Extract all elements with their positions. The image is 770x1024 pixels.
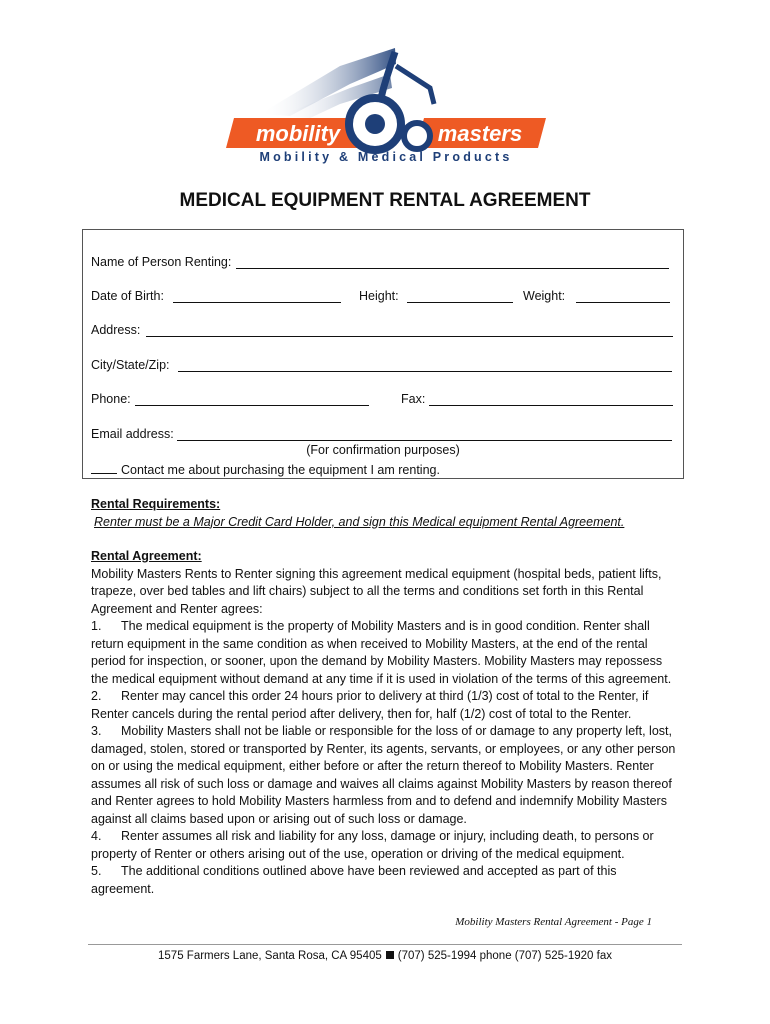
document-title: MEDICAL EQUIPMENT RENTAL AGREEMENT bbox=[179, 190, 591, 211]
requirements-heading: Rental Requirements: bbox=[91, 497, 221, 511]
phone-row bbox=[91, 390, 677, 408]
contact-checkbox-blank[interactable] bbox=[91, 461, 117, 474]
rental-agreement-section bbox=[91, 548, 681, 898]
city-field[interactable] bbox=[178, 371, 672, 372]
email-label: Email address: bbox=[91, 427, 174, 441]
agreement-clause bbox=[91, 723, 681, 828]
logo-word-mobility: mobility bbox=[255, 121, 341, 146]
square-bullet-icon bbox=[386, 951, 394, 959]
fax-label: Fax: bbox=[401, 392, 426, 406]
weight-field[interactable] bbox=[576, 302, 670, 303]
name-label: Name of Person Renting: bbox=[91, 255, 232, 269]
clause-number: 4. bbox=[91, 829, 102, 843]
phone-field[interactable] bbox=[135, 405, 369, 406]
city-row bbox=[91, 356, 677, 374]
agreement-clause bbox=[91, 618, 681, 688]
page-label: Mobility Masters Rental Agreement - Page 1 bbox=[455, 916, 652, 928]
agreement-intro: Mobility Masters Rents to Renter signing this agreement medical equipment (hospital beds, patient lifts, trapeze, over bed tables and lift chairs) subject to all the terms and conditions set forth in this Rental Agreement and Renter agrees: bbox=[91, 566, 662, 616]
clause-number: 5. bbox=[91, 864, 102, 878]
fax-field[interactable] bbox=[429, 405, 673, 406]
agreement-clause bbox=[91, 688, 681, 723]
address-label: Address: bbox=[91, 323, 141, 337]
email-row bbox=[91, 425, 677, 443]
city-label: City/State/Zip: bbox=[91, 358, 170, 372]
footer-address: 1575 Farmers Lane, Santa Rosa, CA 95405 bbox=[158, 950, 382, 962]
phone-label: Phone: bbox=[91, 392, 131, 406]
weight-label: Weight: bbox=[523, 289, 566, 303]
clause-number: 2. bbox=[91, 689, 102, 703]
footer bbox=[0, 950, 770, 962]
height-field[interactable] bbox=[407, 302, 513, 303]
email-note: (For confirmation purposes) bbox=[306, 443, 460, 457]
name-row bbox=[91, 253, 677, 271]
address-row bbox=[91, 321, 677, 339]
logo-tagline: Mobility & Medical Products bbox=[259, 150, 513, 164]
agreement-clause bbox=[91, 828, 681, 863]
footer-contact: (707) 525-1994 phone (707) 525-1920 fax bbox=[397, 950, 612, 962]
agreement-heading: Rental Agreement: bbox=[91, 549, 202, 563]
clause-number: 3. bbox=[91, 724, 102, 738]
contact-label: Contact me about purchasing the equipment I am renting. bbox=[121, 463, 440, 477]
dob-field[interactable] bbox=[173, 302, 341, 303]
clause-text: The additional conditions outlined above have been reviewed and accepted as part of this agreement. bbox=[91, 864, 617, 896]
height-label: Height: bbox=[359, 289, 399, 303]
address-field[interactable] bbox=[146, 336, 673, 337]
email-field[interactable] bbox=[177, 440, 672, 441]
renter-info-form bbox=[82, 229, 684, 479]
dob-label: Date of Birth: bbox=[91, 289, 164, 303]
contact-checkbox-row bbox=[91, 461, 440, 477]
clause-number: 1. bbox=[91, 619, 102, 633]
clause-text: The medical equipment is the property of Mobility Masters and is in good condition. Renter shall return equipment in the same condition as when received to Mobility Masters, at the end of the rental period for inspection, or sooner, upon the demand by Mobility Masters. Mobility Masters may repossess the medical equipment without demand at any time if it is used in violation of the terms of this agreement. bbox=[91, 619, 672, 686]
agreement-clause bbox=[91, 863, 681, 898]
dob-row bbox=[91, 287, 677, 305]
clause-text: Renter assumes all risk and liability for any loss, damage or injury, including death, to persons or property of Renter or others arising out of the use, operation or driving of the medical equipment. bbox=[91, 829, 654, 861]
clause-text: Mobility Masters shall not be liable or responsible for the loss of or damage to any property left, lost, damaged, stolen, stored or transported by Renter, its agents, servants, or employees, or any other person on or using the medical equipment, either before or after the return thereof to Mobility Masters. Renter assumes all risk of such loss or damage and waives all claims against Mobility Masters by reason thereof and Renter agrees to hold Mobility Masters harmless from and to defend and indemnify Mobility Masters against all claims based upon or arising out of such loss or damage. bbox=[91, 724, 676, 826]
requirements-text: Renter must be a Major Credit Card Holder, and sign this Medical equipment Rental Agreement. bbox=[94, 514, 625, 529]
rental-requirements-section bbox=[91, 496, 691, 531]
name-field[interactable] bbox=[236, 268, 669, 269]
company-logo bbox=[220, 44, 550, 170]
logo-word-masters: masters bbox=[437, 121, 523, 146]
footer-divider bbox=[88, 944, 682, 945]
clause-text: Renter may cancel this order 24 hours prior to delivery at third (1/3) cost of total to the Renter, if Renter cancels during the rental period after delivery, then for, half (1/2) cost of total to the Renter. bbox=[91, 689, 649, 721]
